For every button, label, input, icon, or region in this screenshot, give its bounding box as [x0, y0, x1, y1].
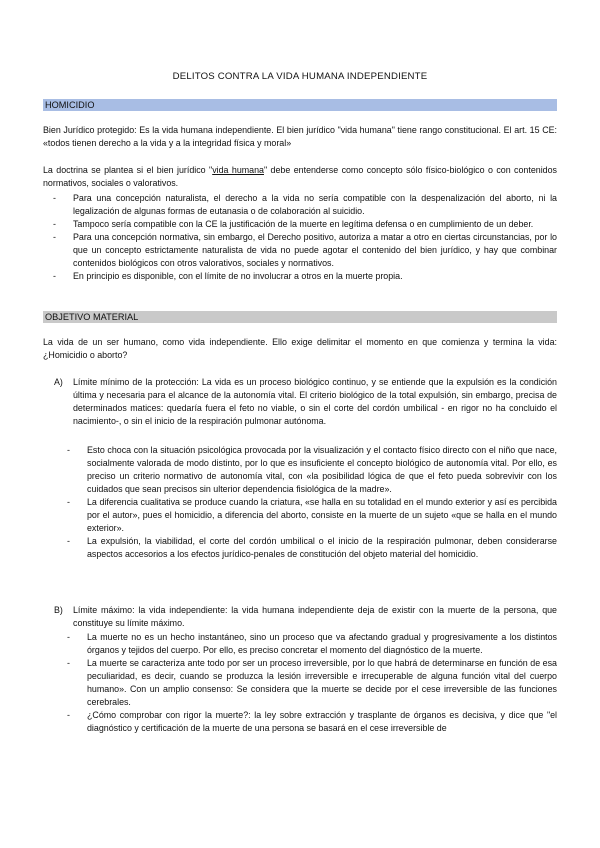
doctrina-text-start: La doctrina se plantea si el bien jurídico " — [43, 165, 213, 175]
limite-maximo-item — [54, 604, 557, 630]
homicidio-bullet-list — [53, 192, 557, 283]
list-item — [67, 709, 557, 735]
list-item-text: Esto choca con la situación psicológica provocada por la visualización y el contacto físico directo con el niño que nace, socialmente valorada de modo distinto, por lo que es insuficiente el concepto biológico de autonomía vital. Por ello, es preciso un criterio normativo de autonomía vital, con «la posibilidad lógica de que el feto pueda sobrevivir con los cuidados que sean precisos sin ulterior dependencia fisiológica de la madre». — [87, 445, 557, 494]
section-heading-homicidio: HOMICIDIO — [43, 99, 557, 111]
limite-maximo-text: Límite máximo: la vida independiente: la vida humana independiente deja de existir con la muerte de la persona, que constituye su límite máximo. — [73, 605, 557, 628]
doctrina-text-end: " debe entenderse como concepto sólo físico-biológico o con contenidos normativos, sociales o valorativos. — [43, 165, 557, 188]
list-item-text: La muerte se caracteriza ante todo por ser un proceso irreversible, por lo que habrá de determinarse en función de esa peculiaridad, es decir, cuando se produzca la lesión irreversible e irrecuperable de alguna función vital del cuerpo humano». Con un amplio consenso: Se considera que la muerte se decide por el cese irreversible de las funciones cerebrales. — [87, 658, 557, 707]
list-item — [67, 631, 557, 657]
document-title: DELITOS CONTRA LA VIDA HUMANA INDEPENDIENTE — [172, 71, 428, 82]
dash-bullet-icon: - — [53, 193, 56, 203]
limite-minimo-text: Límite mínimo de la protección: La vida es un proceso biológico continuo, y se entiende que la expulsión es la condición última y necesaria para el alcance de la autonomía vital. El criterio biológico de la total expulsión, sin embargo, precisa de determinados matices: quedaría fuera el feto no viable, o sin el corte del cordón umbilical - en rigor no ha concluido el nacimiento-, o sin el inicio de la respiración pulmonar autónoma. — [73, 377, 557, 426]
list-marker-a: A) — [54, 377, 63, 387]
dash-bullet-icon: - — [67, 658, 70, 668]
section-heading-objetivo-material: OBJETIVO MATERIAL — [43, 311, 557, 323]
limite-maximo-bullet-list — [67, 631, 557, 735]
list-item — [53, 270, 557, 283]
list-item — [67, 535, 557, 561]
dash-bullet-icon: - — [67, 536, 70, 546]
list-item-text: La muerte no es un hecho instantáneo, sino un proceso que va afectando gradual y progresivamente a los distintos órganos y tejidos del cuerpo. Por ello, es preciso concretar el momento del diagnóstico de la muerte. — [87, 632, 557, 655]
limite-minimo-item — [54, 376, 557, 428]
dash-bullet-icon: - — [53, 219, 56, 229]
doctrina-paragraph — [43, 164, 557, 190]
dash-bullet-icon: - — [53, 232, 56, 242]
objetivo-intro-paragraph: La vida de un ser humano, como vida independiente. Ello exige delimitar el momento en que comienza y termina la vida: ¿Homicidio o aborto? — [43, 337, 557, 360]
dash-bullet-icon: - — [67, 445, 70, 455]
list-item-text: Para una concepción normativa, sin embargo, el Derecho positivo, autoriza a matar a otro en ciertas circunstancias, por lo que un concepto estrictamente naturalista de vida no puede agotar el contenido del bien jurídico, y hay que combinar contenidos biológicos con otros valorativos, sociales y normativos. — [73, 232, 557, 268]
list-item — [67, 444, 557, 496]
list-item — [67, 496, 557, 535]
list-item-text: Tampoco sería compatible con la CE la justificación de la muerte en legítima defensa o en cumplimiento de un deber. — [73, 219, 534, 229]
list-item-text: ¿Cómo comprobar con rigor la muerte?: la ley sobre extracción y trasplante de órganos es decisiva, y dice que "el diagnóstico y certificación de la muerte de una persona se basará en el cese irreversible de — [87, 710, 557, 733]
list-item-text: En principio es disponible, con el límite de no involucrar a otros en la muerte propia. — [73, 271, 403, 281]
dash-bullet-icon: - — [67, 497, 70, 507]
vida-humana-underlined: vida humana — [212, 165, 264, 175]
list-item — [53, 192, 557, 218]
list-item — [53, 218, 557, 231]
dash-bullet-icon: - — [53, 271, 56, 281]
list-item — [53, 231, 557, 270]
list-item-text: La diferencia cualitativa se produce cuando la criatura, «se halla en su totalidad en el mundo exterior y así es percibida por el autor», pues el homicidio, a diferencia del aborto, consiste en la muerte de un sujeto «que se halla en el mundo exterior». — [87, 497, 557, 533]
list-marker-b: B) — [54, 605, 63, 615]
list-item-text: Para una concepción naturalista, el derecho a la vida no sería compatible con la despenalización del aborto, ni la legalización de algunas formas de eutanasia o de colaboración al suicidio. — [73, 193, 557, 216]
dash-bullet-icon: - — [67, 710, 70, 720]
list-item — [67, 657, 557, 709]
dash-bullet-icon: - — [67, 632, 70, 642]
limite-minimo-bullet-list — [67, 444, 557, 561]
bien-juridico-paragraph: Bien Jurídico protegido: Es la vida humana independiente. El bien jurídico "vida humana" tiene rango constitucional. El art. 15 CE: «todos tienen derecho a la vida y a la integridad física y moral» — [43, 125, 557, 148]
list-item-text: La expulsión, la viabilidad, el corte del cordón umbilical o el inicio de la respiración pulmonar, deben considerarse aspectos accesorios a los efectos jurídico-penales de constitución del objeto material del homicidio. — [87, 536, 557, 559]
